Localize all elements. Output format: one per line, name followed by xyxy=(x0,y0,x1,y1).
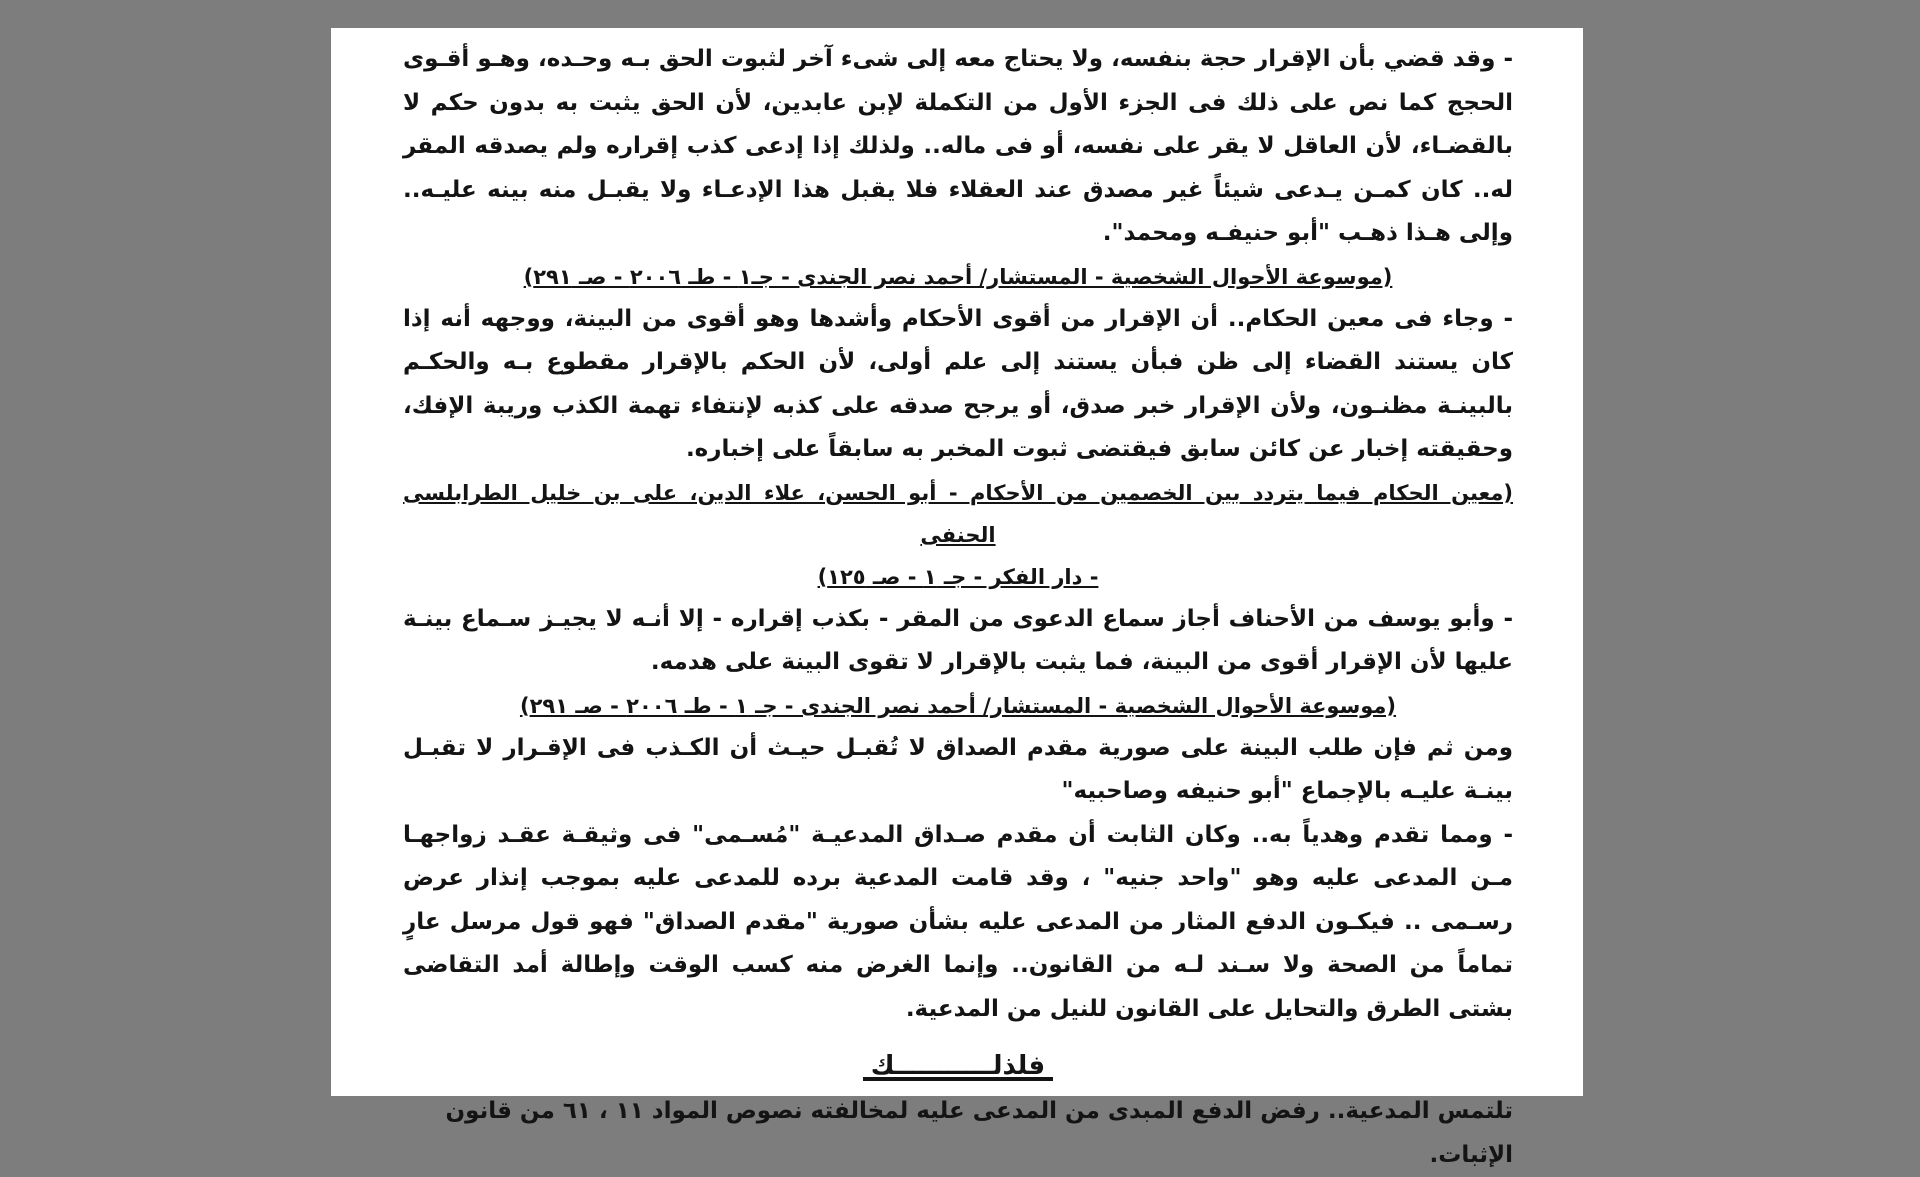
reference-2-line-1: (معين الحكام فيما يتردد بين الخصمين من الأحكام - أبو الحسن، علاء الدين، على بن خليل الطرابلسى الحنفى xyxy=(403,480,1513,547)
reference-1: (موسوعة الأحوال الشخصية - المستشار/ أحمد نصر الجندى - جـ١ - طـ ٢٠٠٦ - صـ ٢٩١) xyxy=(523,264,1393,289)
reference-2-line-2: - دار الفكر - جـ ١ - صـ ١٢٥) xyxy=(817,564,1099,589)
closing-request: تلتمس المدعية.. رفض الدفع المبدى من المدعى عليه لمخالفته نصوص المواد ١١ ، ٦١ من قانون الإثبات. xyxy=(445,1098,1513,1168)
paragraph-1: - وقد قضي بأن الإقرار حجة بنفسه، ولا يحتاج معه إلى شىء آخر لثبوت الحق بـه وحـده، وهـو أقـوى الحجج كما نص على ذلك فى الجزء الأول من التكملة لإبن عابدين، لأن الحق يثبت به بدون حكم لا بالقضـاء، لأن العاقل لا يقر على نفسه، أو فى ماله.. ولذلك إذا إدعى كذب إقراره ولم يصدقه المقر له.. كان كمـن يـدعى شيئاً غير مصدق عند العقلاء فلا يقبل هذا الإدعـاء ولا يقبـل منه بينه عليـه.. وإلى هـذا ذهـب "أبو حنيفـه ومحمد". xyxy=(403,46,1513,246)
section-heading xyxy=(403,1041,1513,1091)
paragraph-4: ومن ثم فإن طلب البينة على صورية مقدم الصداق لا تُقبـل حيـث أن الكـذب فى الإقـرار لا تقبـل بينـة عليـه بالإجماع "أبو حنيفه وصاحبيه" xyxy=(403,734,1513,804)
paragraph-5: - ومما تقدم وهدياً به.. وكان الثابت أن مقدم صـداق المدعيـة "مُسـمى" فى وثيقـة عقـد زواجهـا مـن المدعى عليه وهو "واحد جنيه" ، وقد قامت المدعية برده للمدعى عليه بموجب إنذار عرض رسـمى .. فيكـون الدفع المثار من المدعى عليه بشأن صورية "مقدم الصداق" فهو قول مرسل عارٍ تماماً من الصحة ولا سـند لـه من القانون.. وإنما الغرض منه كسب الوقت وإطالة أمد التقاضى بشتى الطرق والتحايل على القانون للنيل من المدعية. xyxy=(403,821,1513,1022)
section-heading-text: فلذلـــــــــــك xyxy=(870,1051,1046,1081)
document-page xyxy=(331,28,1583,1168)
reference-3: (موسوعة الأحوال الشخصية - المستشار/ أحمد نصر الجندى - جـ ١ - طـ ٢٠٠٦ - صـ ٢٩١) xyxy=(519,693,1397,718)
paragraph-2: - وجاء فى معين الحكام.. أن الإقرار من أقوى الأحكام وأشدها وهو أقوى من البينة، ووجهه أنه إذا كان يستند القضاء إلى ظن فبأن يستند إلى علم أولى، لأن الحكم بالإقرار مقطوع بـه والحكـم بالبينـة مظنـون، ولأن الإقرار خبر صدق، أو يرجح صدقه على كذبه لإنتفاء تهمة الكذب وريبة الإفك، وحقيقته إخبار عن كائن سابق فيقتضى ثبوت المخبر به سابقاً على إخباره. xyxy=(403,305,1513,462)
paragraph-3: - وأبو يوسف من الأحناف أجاز سماع الدعوى من المقر - بكذب إقراره - إلا أنـه لا يجيـز سـماع بينـة عليها لأن الإقرار أقوى من البينة، فما يثبت بالإقرار لا تقوى البينة على هدمه. xyxy=(403,605,1513,675)
